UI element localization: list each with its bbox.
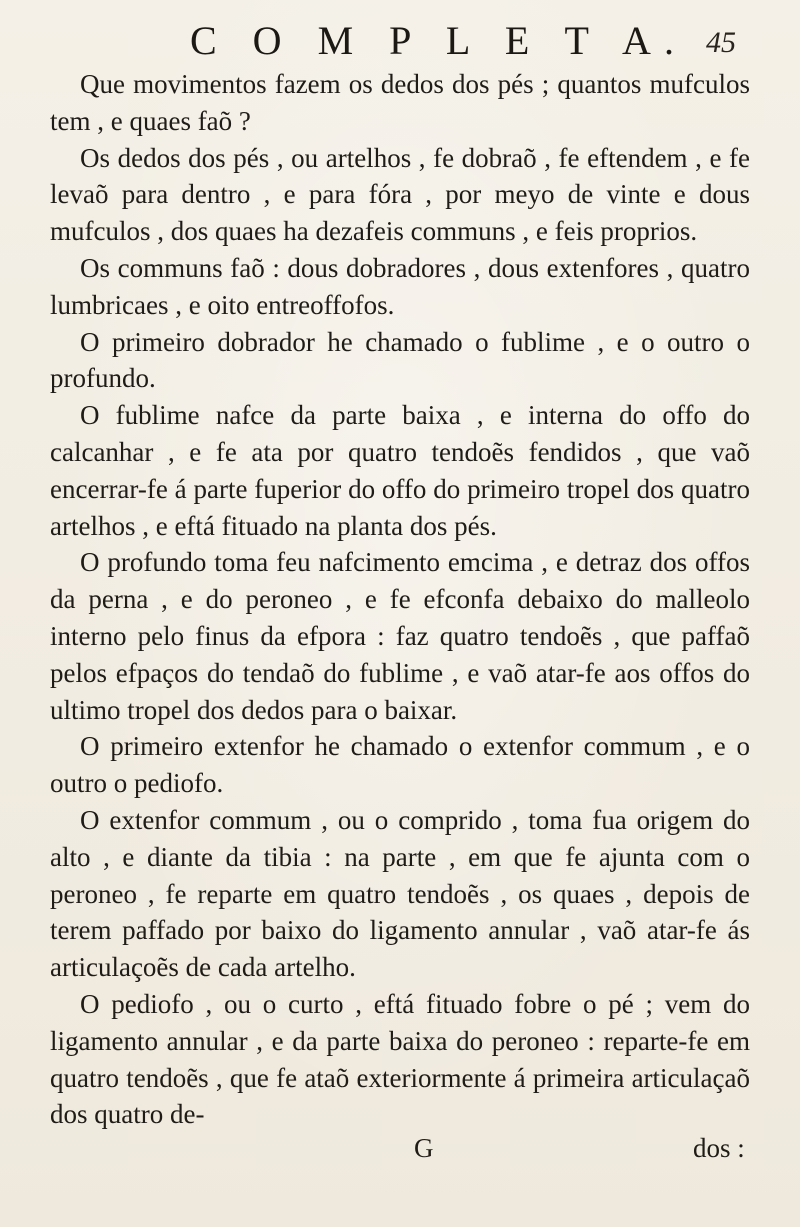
paragraph-first-flexor: O primeiro dobrador he chamado o fublime , e o outro o profundo. xyxy=(50,326,750,394)
paragraph-pediofo: O pediofo , ou o curto , eftá fituado fobre o pé ; vem do ligamento annular , e da parte baixa do peroneo : reparte-fe em quatro tendoẽs , que fe ataõ exteriormente á primeira articulaçaõ dos quatro de- xyxy=(50,988,750,1130)
catchword: dos : xyxy=(693,1133,745,1163)
running-title: C O M P L E T A. xyxy=(190,18,687,63)
page-number: 45 xyxy=(706,26,736,59)
paragraph-toes-muscles: Os dedos dos pés , ou artelhos , fe dobraõ , fe eftendem , e fe levaõ para dentro , e para fóra , por meyo de vinte e dous mufculos , dos quaes ha dezafeis communs , e feis proprios. xyxy=(50,142,750,247)
signature-mark: G xyxy=(414,1133,434,1163)
paragraph-profundo: O profundo toma feu nafcimento emcima , e detraz dos offos da perna , e do peroneo , e fe efconfa debaixo do malleolo interno pelo finus da efpora : faz quatro tendoẽs , que paffaõ pelos efpaços do tendaõ do fublime , e vaõ atar-fe aos offos do ultimo tropel dos dedos para o baixar. xyxy=(50,547,750,725)
paragraph-common-extensor: O extenfor commum , ou o comprido , toma fua origem do alto , e diante da tibia : na parte , em que fe ajunta com o peroneo , fe reparte em quatro tendoẽs , os quaes , depois de terem paffado por baixo do ligamento annular , vaõ atar-fe ás articulaçoẽs de cada artelho. xyxy=(50,804,750,983)
footer-line xyxy=(0,1130,800,1166)
body-text xyxy=(50,66,750,1133)
question-paragraph: Que movimentos fazem os dedos dos pés ; quantos mufculos tem , e quaes faõ ? xyxy=(50,69,750,136)
paragraph-common-muscles: Os communs faõ : dous dobradores , dous extenfores , quatro lumbricaes , e oito entreoffofos. xyxy=(50,252,750,320)
running-head xyxy=(0,18,800,64)
paragraph-sublime: O fublime nafce da parte baixa , e interna do offo do calcanhar , e fe ata por quatro tendoẽs fendidos , que vaõ encerrar-fe á parte fuperior do offo do primeiro tropel dos quatro artelhos , e eftá fituado na planta dos pés. xyxy=(50,400,750,541)
paragraph-first-extensor: O primeiro extenfor he chamado o extenfor commum , e o outro o pediofo. xyxy=(50,731,750,799)
